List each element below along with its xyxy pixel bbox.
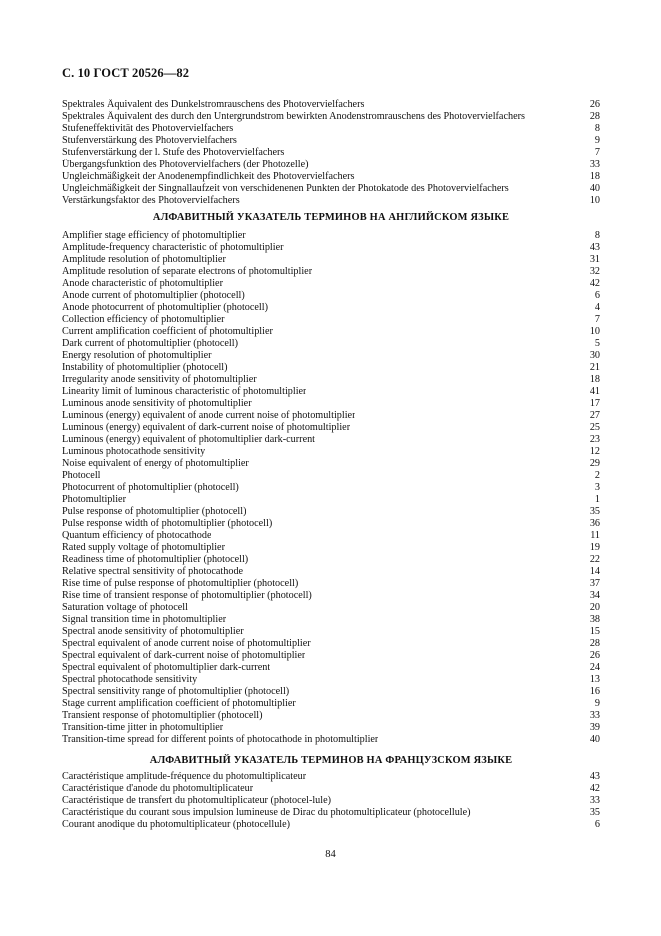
index-term: Rated supply voltage of photomultiplier xyxy=(62,542,225,553)
index-term-number: 7 xyxy=(594,147,600,158)
index-entry xyxy=(62,734,600,746)
index-entry xyxy=(62,819,600,831)
index-term-number: 26 xyxy=(589,650,600,661)
index-term-number: 43 xyxy=(589,242,600,253)
index-entry xyxy=(62,99,600,111)
french-index-heading: АЛФАВИТНЫЙ УКАЗАТЕЛЬ ТЕРМИНОВ НА ФРАНЦУЗСКОМ ЯЗЫКЕ xyxy=(149,755,513,766)
index-term: Caractéristique d'anode du photomultiplicateur xyxy=(62,783,254,794)
index-term: Spektrales Äquivalent des Dunkelstromrauschens des Photovervielfachers xyxy=(62,99,365,110)
index-term-number: 29 xyxy=(589,458,600,469)
index-entry xyxy=(62,374,600,386)
index-entry xyxy=(62,183,600,195)
index-entry xyxy=(62,458,600,470)
english-index-heading: АЛФАВИТНЫЙ УКАЗАТЕЛЬ ТЕРМИНОВ НА АНГЛИЙСКОМ ЯЗЫКЕ xyxy=(152,212,510,223)
index-entry xyxy=(62,350,600,362)
index-term: Ungleichmäßigkeit der Singnallaufzeit von verschidenenen Punkten der Photokatode des Photovervielfachers xyxy=(62,183,509,194)
index-term: Spectral anode sensitivity of photomultiplier xyxy=(62,626,244,637)
index-term-number: 19 xyxy=(589,542,600,553)
index-entry xyxy=(62,783,600,795)
index-term: Photomultiplier xyxy=(62,494,126,505)
index-entry xyxy=(62,470,600,482)
index-term-number: 17 xyxy=(589,398,600,409)
index-entry xyxy=(62,590,600,602)
index-term-number: 13 xyxy=(589,674,600,685)
index-entry xyxy=(62,147,600,159)
index-term-number: 10 xyxy=(589,195,600,206)
index-entry xyxy=(62,795,600,807)
index-entry xyxy=(62,446,600,458)
index-entry xyxy=(62,662,600,674)
index-term: Noise equivalent of energy of photomultiplier xyxy=(62,458,249,469)
index-term-number: 21 xyxy=(589,362,600,373)
index-term-number: 15 xyxy=(589,626,600,637)
index-entry xyxy=(62,254,600,266)
index-term: Verstärkungsfaktor des Photovervielfachers xyxy=(62,195,240,206)
index-term: Luminous (energy) equivalent of dark-current noise of photomultiplier xyxy=(62,422,351,433)
index-term: Amplitude resolution of separate electrons of photomultiplier xyxy=(62,266,313,277)
index-entry xyxy=(62,362,600,374)
index-term: Amplitude-frequency characteristic of photomultiplier xyxy=(62,242,284,253)
index-entry xyxy=(62,530,600,542)
index-term-number: 6 xyxy=(594,290,600,301)
index-term-number: 25 xyxy=(589,422,600,433)
index-entry xyxy=(62,171,600,183)
index-entry xyxy=(62,326,600,338)
index-entry xyxy=(62,434,600,446)
index-term: Anode photocurrent of photomultiplier (photocell) xyxy=(62,302,268,313)
index-term: Spectral equivalent of dark-current noise of photomultiplier xyxy=(62,650,306,661)
index-entry xyxy=(62,422,600,434)
index-term: Übergangsfunktion des Photovervielfachers (der Photozelle) xyxy=(62,159,309,170)
index-term-number: 8 xyxy=(594,123,600,134)
english-index-list xyxy=(62,230,600,746)
index-term: Current amplification coefficient of photomultiplier xyxy=(62,326,273,337)
german-index-list xyxy=(62,99,600,207)
index-term: Quantum efficiency of photocathode xyxy=(62,530,212,541)
index-term-number: 33 xyxy=(589,159,600,170)
index-entry xyxy=(62,506,600,518)
index-entry xyxy=(62,386,600,398)
index-term-number: 2 xyxy=(594,470,600,481)
index-entry xyxy=(62,398,600,410)
index-entry xyxy=(62,554,600,566)
index-term-number: 22 xyxy=(589,554,600,565)
index-entry xyxy=(62,111,600,123)
index-entry xyxy=(62,686,600,698)
index-term-number: 14 xyxy=(589,566,600,577)
index-entry xyxy=(62,807,600,819)
index-term: Anode current of photomultiplier (photocell) xyxy=(62,290,245,301)
index-term-number: 26 xyxy=(589,99,600,110)
index-term: Caractéristique amplitude-fréquence du photomultiplicateur xyxy=(62,771,307,782)
index-term-number: 18 xyxy=(589,374,600,385)
index-term-number: 12 xyxy=(589,446,600,457)
index-term-number: 5 xyxy=(594,338,600,349)
index-term: Stufenverstärkung der l. Stufe des Photovervielfachers xyxy=(62,147,285,158)
index-term-number: 39 xyxy=(589,722,600,733)
index-entry xyxy=(62,638,600,650)
index-term: Photocurrent of photomultiplier (photocell) xyxy=(62,482,239,493)
index-entry xyxy=(62,614,600,626)
french-index-list xyxy=(62,771,600,831)
index-term: Pulse response of photomultiplier (photocell) xyxy=(62,506,247,517)
index-term-number: 40 xyxy=(589,734,600,745)
index-term: Collection efficiency of photomultiplier xyxy=(62,314,225,325)
index-entry xyxy=(62,159,600,171)
index-entry xyxy=(62,566,600,578)
index-term-number: 8 xyxy=(594,230,600,241)
index-term-number: 40 xyxy=(589,183,600,194)
index-term: Stage current amplification coefficient of photomultiplier xyxy=(62,698,296,709)
index-entry xyxy=(62,674,600,686)
index-term-number: 42 xyxy=(589,278,600,289)
index-term-number: 9 xyxy=(594,698,600,709)
index-term-number: 9 xyxy=(594,135,600,146)
index-entry xyxy=(62,242,600,254)
index-term: Ungleichmäßigkeit der Anodenempfindlichkeit des Photovervielfachers xyxy=(62,171,355,182)
index-entry xyxy=(62,290,600,302)
index-term-number: 38 xyxy=(589,614,600,625)
index-term: Amplitude resolution of photomultiplier xyxy=(62,254,226,265)
index-term-number: 37 xyxy=(589,578,600,589)
index-term-number: 20 xyxy=(589,602,600,613)
index-term: Pulse response width of photomultiplier (photocell) xyxy=(62,518,273,529)
index-term-number: 31 xyxy=(589,254,600,265)
index-term: Spectral equivalent of photomultiplier dark-current xyxy=(62,662,271,673)
index-term-number: 42 xyxy=(589,783,600,794)
index-term: Signal transition time in photomultiplier xyxy=(62,614,227,625)
index-term: Stufenverstärkung des Photovervielfachers xyxy=(62,135,237,146)
index-entry xyxy=(62,626,600,638)
index-entry xyxy=(62,602,600,614)
index-term: Transition-time jitter in photomultiplier xyxy=(62,722,224,733)
index-term-number: 35 xyxy=(589,807,600,818)
index-term-number: 7 xyxy=(594,314,600,325)
index-entry xyxy=(62,518,600,530)
index-entry xyxy=(62,410,600,422)
index-entry xyxy=(62,650,600,662)
index-entry xyxy=(62,771,600,783)
index-term-number: 4 xyxy=(594,302,600,313)
index-term-number: 28 xyxy=(589,111,600,122)
index-entry xyxy=(62,135,600,147)
index-term: Energy resolution of photomultiplier xyxy=(62,350,212,361)
index-entry xyxy=(62,195,600,207)
index-term: Anode characteristic of photomultiplier xyxy=(62,278,223,289)
index-term: Courant anodique du photomultiplicateur (photocellule) xyxy=(62,819,291,830)
index-term-number: 33 xyxy=(589,710,600,721)
index-term: Spectral photocathode sensitivity xyxy=(62,674,198,685)
index-term-number: 23 xyxy=(589,434,600,445)
index-term: Irregularity anode sensitivity of photomultiplier xyxy=(62,374,257,385)
index-term: Linearity limit of luminous characteristic of photomultiplier xyxy=(62,386,307,397)
index-entry xyxy=(62,482,600,494)
index-term: Luminous anode sensitivity of photomultiplier xyxy=(62,398,252,409)
index-term: Spectral sensitivity range of photomultiplier (photocell) xyxy=(62,686,290,697)
index-term: Dark current of photomultiplier (photocell) xyxy=(62,338,238,349)
index-entry xyxy=(62,123,600,135)
index-term: Relative spectral sensitivity of photocathode xyxy=(62,566,244,577)
index-term-number: 30 xyxy=(589,350,600,361)
index-term: Luminous (energy) equivalent of photomultiplier dark-current xyxy=(62,434,316,445)
index-entry xyxy=(62,698,600,710)
index-entry xyxy=(62,314,600,326)
index-term-number: 36 xyxy=(589,518,600,529)
index-term: Rise time of pulse response of photomultiplier (photocell) xyxy=(62,578,299,589)
index-term-number: 1 xyxy=(594,494,600,505)
index-term: Luminous (energy) equivalent of anode current noise of photomultiplier xyxy=(62,410,356,421)
index-term: Spectral equivalent of anode current noise of photomultiplier xyxy=(62,638,311,649)
index-term-number: 18 xyxy=(589,171,600,182)
index-term: Transient response of photomultiplier (photocell) xyxy=(62,710,263,721)
index-term: Rise time of transient response of photomultiplier (photocell) xyxy=(62,590,312,601)
index-term-number: 24 xyxy=(589,662,600,673)
index-term: Amplifier stage efficiency of photomultiplier xyxy=(62,230,246,241)
index-term-number: 35 xyxy=(589,506,600,517)
index-term: Stufeneffektivität des Photovervielfachers xyxy=(62,123,234,134)
index-entry xyxy=(62,230,600,242)
index-term-number: 16 xyxy=(589,686,600,697)
index-term-number: 43 xyxy=(589,771,600,782)
page-number: 84 xyxy=(325,849,336,860)
index-term-number: 41 xyxy=(589,386,600,397)
index-entry xyxy=(62,578,600,590)
index-term-number: 6 xyxy=(594,819,600,830)
index-term: Saturation voltage of photocell xyxy=(62,602,188,613)
index-entry xyxy=(62,542,600,554)
index-term: Transition-time spread for different points of photocathode in photomultiplier xyxy=(62,734,379,745)
index-term: Spektrales Äquivalent des durch den Untergrundstrom bewirkten Anodenstromrauschens des Photovervielfachers xyxy=(62,111,525,122)
index-term-number: 27 xyxy=(589,410,600,421)
index-entry xyxy=(62,266,600,278)
index-entry xyxy=(62,302,600,314)
index-entry xyxy=(62,494,600,506)
index-term: Photocell xyxy=(62,470,101,481)
index-term-number: 33 xyxy=(589,795,600,806)
index-term-number: 11 xyxy=(590,530,600,541)
index-entry xyxy=(62,278,600,290)
index-term-number: 34 xyxy=(589,590,600,601)
index-term: Instability of photomultiplier (photocell) xyxy=(62,362,228,373)
index-entry xyxy=(62,338,600,350)
index-term: Readiness time of photomultiplier (photocell) xyxy=(62,554,249,565)
index-entry xyxy=(62,710,600,722)
index-term-number: 10 xyxy=(589,326,600,337)
page-header: С. 10 ГОСТ 20526—82 xyxy=(62,66,190,80)
index-term-number: 28 xyxy=(589,638,600,649)
index-term: Luminous photocathode sensitivity xyxy=(62,446,206,457)
index-term: Caractéristique du courant sous impulsion lumineuse de Dirac du photomultiplicateur (photocellule) xyxy=(62,807,471,818)
index-term-number: 3 xyxy=(594,482,600,493)
index-term: Caractéristique de transfert du photomultiplicateur (photocel-lule) xyxy=(62,795,332,806)
index-term-number: 32 xyxy=(589,266,600,277)
index-entry xyxy=(62,722,600,734)
